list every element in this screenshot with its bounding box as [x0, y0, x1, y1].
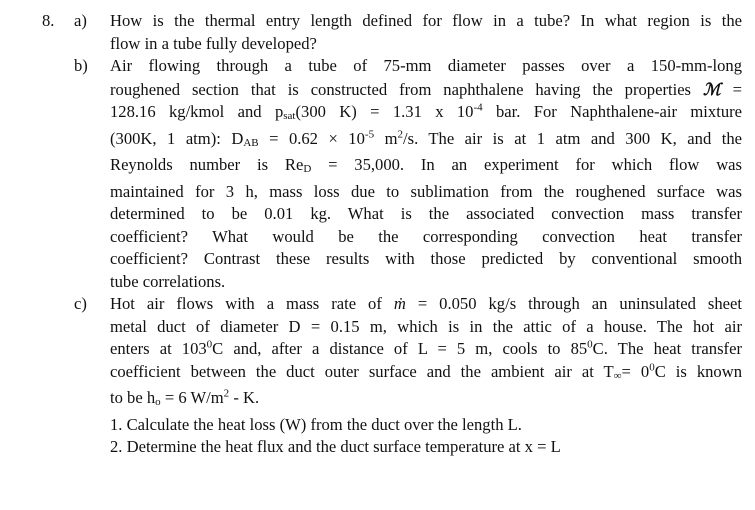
sat-subscript: sat [283, 110, 296, 122]
part-b-line-4 [110, 128, 742, 155]
part-c [74, 293, 742, 459]
deg-1: 0 [206, 338, 213, 351]
o-subscript: o [155, 396, 161, 408]
part-b-line-8: coefficient? What would be the corresponding convection heat transfer [110, 226, 742, 246]
part-b-line-2 [110, 78, 742, 102]
molar-mass-symbol: ℳ [702, 78, 721, 99]
exp-neg4: -4 [473, 101, 483, 114]
exp-neg5: -5 [364, 127, 375, 140]
part-a-label: a) [74, 11, 87, 30]
part-c-line-3-tail: C. The heat transfer [592, 339, 742, 358]
m-dot-symbol: ṁ [393, 294, 406, 313]
part-c-line-1 [110, 293, 742, 316]
ab-subscript: AB [243, 136, 259, 149]
part-c-label: c) [74, 294, 87, 313]
ho-value: = 6 W/m [164, 388, 224, 407]
psat-value: = 1.31 x 10 [370, 102, 474, 121]
unit-m: m [384, 128, 398, 148]
p-symbol: p [274, 102, 284, 121]
part-b [74, 55, 742, 293]
part-c-line-4-tail: C is known [654, 361, 742, 381]
equals-sign: = [732, 79, 742, 99]
part-c-line-3 [110, 338, 742, 361]
d-subscript: D [303, 163, 312, 175]
part-a-body [110, 10, 742, 55]
part-b-line-3 [110, 101, 742, 128]
ho-label: to be h [110, 388, 156, 407]
part-b-line-5-tail: = 35,000. In an experiment for which flow was [328, 155, 743, 174]
deg-3: 0 [649, 360, 655, 373]
part-b-line-9: coefficient? Contrast these results with those predicted by conventional smooth [110, 249, 742, 268]
part-b-line-7: determined to be 0.01 kg. What is the associated convection mass transfer [110, 204, 742, 223]
deg-2: 0 [587, 338, 593, 351]
dab-label: (300K, 1 atm): D [110, 128, 244, 148]
ho-unit-tail: - K. [233, 388, 260, 407]
part-b-line-4-tail: /s. The air is at 1 atm and 300 K, and the [403, 128, 743, 148]
document [0, 10, 755, 459]
part-c-task-2: 2. Determine the heat flux and the duct surface temperature at x = L [110, 437, 561, 456]
part-a [74, 10, 742, 55]
part-c-line-1-text: Hot air flows with a mass rate of [110, 294, 382, 313]
ambient-text: coefficient between the duct outer surface and the ambient air at T [110, 361, 614, 381]
part-c-task-1: 1. Calculate the heat loss (W) from the duct over the length L. [110, 414, 522, 434]
unit-sq: 2 [397, 127, 403, 140]
molar-mass-value: 128.16 kg/kmol and [110, 102, 262, 121]
part-a-line-2: flow in a tube fully developed? [110, 33, 317, 53]
part-b-line-6: maintained for 3 h, mass loss due to sublimation from the roughened surface was [110, 181, 742, 201]
part-c-line-2: metal duct of diameter D = 0.15 m, which is in the attic of a house. The hot air [110, 316, 742, 336]
part-c-line-4 [110, 361, 742, 388]
temp-arg: (300 K) [295, 102, 357, 121]
part-b-line-10: tube correlations. [110, 271, 226, 291]
part-b-line-2-text: roughened section that is constructed from naphthalene having the properties [110, 79, 692, 99]
reynolds-label: Reynolds number is Re [110, 155, 304, 174]
part-b-line-3-tail: bar. For Naphthalene-air mixture [496, 102, 743, 121]
ho-sq: 2 [223, 387, 230, 400]
part-b-line-5 [110, 154, 742, 181]
part-a-line-1: How is the thermal entry length defined for flow in a tube? In what region is the [110, 11, 742, 30]
question-number: 8. [42, 11, 55, 30]
part-b-line-1: Air flowing through a tube of 75-mm diameter passes over a 150-mm-long [110, 56, 742, 75]
part-b-label: b) [74, 56, 88, 75]
ambient-value: = 0 [621, 361, 650, 381]
outlet-text: C and, after a distance of L = 5 m, cools to 85 [212, 339, 588, 358]
part-c-body [110, 293, 742, 459]
part-b-body [110, 55, 742, 293]
part-c-line-1-tail: = 0.050 kg/s through an uninsulated sheet [417, 294, 742, 313]
part-c-line-5 [110, 387, 742, 414]
dab-value: = 0.62 × 10 [269, 128, 365, 148]
inlet-temp: enters at 103 [110, 339, 207, 358]
inf-subscript: ∞ [613, 369, 622, 382]
